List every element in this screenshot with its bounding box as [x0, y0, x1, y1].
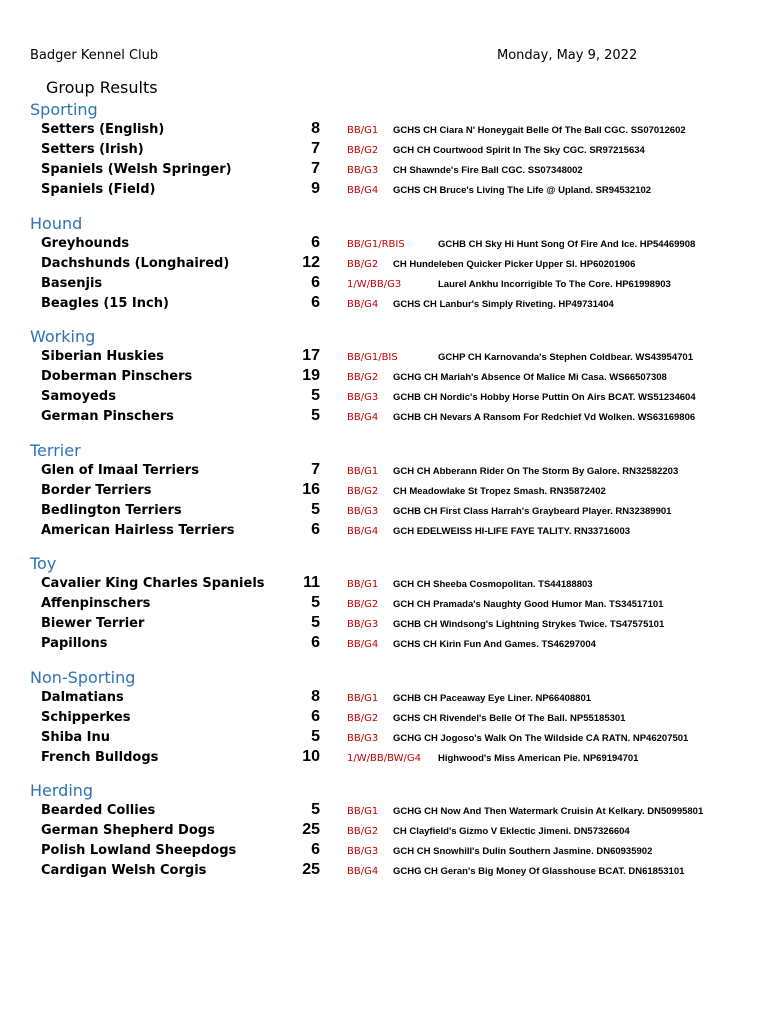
- winner-name: CH Clayfield's Gizmo V Eklectic Jimeni. DN57326604: [393, 826, 630, 837]
- award-code: BB/G3: [347, 846, 379, 857]
- group-name: Terrier: [30, 440, 81, 460]
- group-results-list: [0, 98, 770, 893]
- group-section: [0, 666, 770, 780]
- award-code: BB/G1: [347, 806, 379, 817]
- winner-name: GCHS CH Lanbur's Simply Riveting. HP49731404: [393, 298, 614, 310]
- award-code: BB/G1: [347, 692, 379, 704]
- award-code: BB/G2: [347, 258, 379, 270]
- result-row: [0, 707, 770, 730]
- result-row: [0, 727, 770, 750]
- entry-count: 6: [311, 707, 320, 725]
- breed-name: Biewer Terrier: [41, 616, 145, 631]
- breed-name: German Pinschers: [41, 409, 174, 424]
- breed-name: French Bulldogs: [41, 749, 159, 765]
- award-code: BB/G3: [347, 392, 379, 403]
- breed-name: Doberman Pinschers: [41, 369, 193, 384]
- group-name: Working: [30, 327, 96, 346]
- breed-name: Affenpinschers: [41, 596, 151, 611]
- entry-count: 16: [302, 480, 320, 498]
- entry-count: 6: [311, 293, 320, 311]
- winner-name: GCHB CH Sky Hi Hunt Song Of Fire And Ice. HP54469908: [438, 238, 696, 250]
- award-code: BB/G2: [347, 485, 379, 497]
- breed-name: Shiba Inu: [41, 729, 111, 745]
- breed-name: Siberian Huskies: [41, 349, 164, 364]
- result-row: [0, 803, 770, 823]
- group-name: Toy: [30, 554, 57, 573]
- winner-name: CH Meadowlake St Tropez Smash. RN35872402: [393, 485, 606, 497]
- breed-name: Setters (Irish): [41, 142, 144, 157]
- award-code: BB/G1: [347, 465, 379, 477]
- award-code: BB/G2: [347, 826, 379, 837]
- result-row: [0, 687, 770, 710]
- breed-name: Bearded Collies: [41, 803, 156, 818]
- award-code: BB/G4: [347, 185, 379, 196]
- award-code: BB/G2: [347, 599, 379, 610]
- result-row: [0, 293, 770, 316]
- result-row: [0, 823, 770, 843]
- entry-count: 10: [302, 747, 320, 765]
- breed-name: Papillons: [41, 636, 108, 651]
- page-title: Group Results: [46, 78, 158, 97]
- result-row: [0, 369, 770, 389]
- breed-name: American Hairless Terriers: [41, 522, 235, 538]
- entry-count: 5: [311, 594, 320, 611]
- result-row: [0, 233, 770, 256]
- entry-count: 5: [311, 727, 320, 745]
- breed-name: German Shepherd Dogs: [41, 823, 215, 838]
- breed-name: Border Terriers: [41, 482, 152, 498]
- entry-count: 6: [311, 233, 320, 251]
- breed-name: Beagles (15 Inch): [41, 295, 169, 311]
- award-code: 1/W/BB/G3: [347, 278, 402, 290]
- entry-count: 7: [311, 160, 320, 177]
- award-code: BB/G3: [347, 619, 379, 630]
- breed-name: Bedlington Terriers: [41, 502, 182, 518]
- winner-name: GCHS CH Ciara N' Honeygait Belle Of The Ball CGC. SS07012602: [393, 125, 686, 136]
- entry-count: 5: [311, 801, 320, 818]
- result-row: [0, 142, 770, 162]
- entry-count: 25: [302, 861, 320, 878]
- result-row: [0, 747, 770, 770]
- winner-name: GCHB CH Paceaway Eye Liner. NP66408801: [393, 692, 592, 704]
- winner-name: CH Hundeleben Quicker Picker Upper Sl. HP60201906: [393, 258, 636, 270]
- result-row: [0, 636, 770, 656]
- group-name: Sporting: [30, 100, 98, 119]
- award-code: BB/G4: [347, 639, 379, 650]
- group-section: [0, 779, 770, 893]
- breed-name: Cavalier King Charles Spaniels: [41, 576, 265, 591]
- award-code: BB/G3: [347, 732, 379, 744]
- result-row: [0, 122, 770, 142]
- winner-name: Laurel Ankhu Incorrigible To The Core. HP61998903: [438, 278, 671, 290]
- winner-name: GCHS CH Rivendel's Belle Of The Ball. NP55185301: [393, 712, 626, 724]
- breed-name: Glen of Imaal Terriers: [41, 462, 199, 478]
- entry-count: 6: [311, 634, 320, 651]
- result-row: [0, 253, 770, 276]
- breed-name: Cardigan Welsh Corgis: [41, 863, 207, 878]
- breed-name: Dalmatians: [41, 689, 124, 705]
- breed-name: Spaniels (Field): [41, 182, 156, 197]
- award-code: BB/G2: [347, 712, 379, 724]
- entry-count: 7: [311, 460, 320, 478]
- club-name: Badger Kennel Club: [30, 48, 159, 63]
- result-row: [0, 182, 770, 202]
- award-code: 1/W/BB/BW/G4: [347, 752, 421, 764]
- result-row: [0, 409, 770, 429]
- breed-name: Dachshunds (Longhaired): [41, 255, 230, 271]
- entry-count: 6: [311, 841, 320, 858]
- breed-name: Basenjis: [41, 275, 103, 291]
- entry-count: 5: [311, 407, 320, 424]
- winner-name: GCHG CH Geran's Big Money Of Glasshouse BCAT. DN61853101: [393, 866, 685, 877]
- winner-name: GCHG CH Now And Then Watermark Cruisin At Kelkary. DN50995801: [393, 806, 704, 817]
- entry-count: 5: [311, 500, 320, 518]
- result-row: [0, 162, 770, 182]
- result-row: [0, 460, 770, 483]
- winner-name: GCH CH Abberann Rider On The Storm By Galore. RN32582203: [393, 465, 679, 477]
- group-section: [0, 212, 770, 326]
- result-row: [0, 500, 770, 523]
- entry-count: 7: [311, 140, 320, 157]
- award-code: BB/G3: [347, 505, 379, 517]
- winner-name: GCHB CH Nevars A Ransom For Redchief Vd Wolken. WS63169806: [393, 412, 696, 423]
- winner-name: GCH CH Courtwood Spirit In The Sky CGC. SR97215634: [393, 145, 645, 156]
- result-row: [0, 616, 770, 636]
- result-row: [0, 480, 770, 503]
- group-name: Non-Sporting: [30, 667, 136, 687]
- entry-count: 6: [311, 520, 320, 538]
- winner-name: GCH CH Sheeba Cosmopolitan. TS44188803: [393, 579, 593, 590]
- breed-name: Greyhounds: [41, 235, 130, 251]
- winner-name: GCHP CH Karnovanda's Stephen Coldbear. WS43954701: [438, 352, 693, 363]
- winner-name: GCHS CH Bruce's Living The Life @ Upland. SR94532102: [393, 185, 652, 196]
- group-section: [0, 325, 770, 439]
- group-name: Hound: [30, 213, 83, 233]
- result-row: [0, 843, 770, 863]
- entry-count: 25: [302, 821, 320, 838]
- breed-name: Setters (English): [41, 122, 165, 137]
- award-code: BB/G1: [347, 579, 379, 590]
- breed-name: Spaniels (Welsh Springer): [41, 162, 232, 177]
- breed-name: Samoyeds: [41, 389, 116, 404]
- entry-count: 12: [302, 253, 320, 271]
- result-row: [0, 520, 770, 543]
- award-code: BB/G1/BIS: [347, 352, 398, 363]
- winner-name: GCHB CH First Class Harrah's Graybeard Player. RN32389901: [393, 505, 672, 517]
- event-date: Monday, May 9, 2022: [497, 48, 638, 63]
- award-code: BB/G4: [347, 412, 379, 423]
- entry-count: 11: [303, 574, 320, 591]
- group-section: [0, 439, 770, 553]
- result-row: [0, 576, 770, 596]
- breed-name: Schipperkes: [41, 709, 131, 725]
- entry-count: 5: [311, 614, 320, 631]
- result-row: [0, 596, 770, 616]
- award-code: BB/G1: [347, 125, 379, 136]
- winner-name: GCHB CH Nordic's Hobby Horse Puttin On Airs BCAT. WS51234604: [393, 392, 696, 403]
- entry-count: 6: [311, 273, 320, 291]
- result-row: [0, 863, 770, 883]
- entry-count: 17: [302, 347, 320, 364]
- result-row: [0, 349, 770, 369]
- breed-name: Polish Lowland Sheepdogs: [41, 843, 237, 858]
- award-code: BB/G4: [347, 866, 379, 877]
- entry-count: 9: [311, 180, 320, 197]
- entry-count: 8: [311, 687, 320, 705]
- award-code: BB/G2: [347, 372, 379, 383]
- award-code: BB/G2: [347, 145, 379, 156]
- winner-name: CH Shawnde's Fire Ball CGC. SS07348002: [393, 165, 583, 176]
- group-name: Herding: [30, 781, 94, 800]
- award-code: BB/G4: [347, 298, 379, 310]
- group-section: [0, 98, 770, 212]
- winner-name: GCHS CH Kirin Fun And Games. TS46297004: [393, 639, 596, 650]
- winner-name: GCH CH Pramada's Naughty Good Humor Man. TS34517101: [393, 599, 664, 610]
- winner-name: GCHB CH Windsong's Lightning Strykes Twice. TS47575101: [393, 619, 665, 630]
- winner-name: GCH CH Snowhill's Dulin Southern Jasmine. DN60935902: [393, 846, 653, 857]
- award-code: BB/G3: [347, 165, 379, 176]
- winner-name: GCH EDELWEISS HI-LIFE FAYE TALITY. RN33716003: [393, 525, 631, 537]
- result-row: [0, 389, 770, 409]
- entry-count: 5: [311, 387, 320, 404]
- winner-name: GCHG CH Mariah's Absence Of Malice Mi Casa. WS66507308: [393, 372, 667, 383]
- group-section: [0, 552, 770, 666]
- result-row: [0, 273, 770, 296]
- entry-count: 8: [311, 120, 320, 137]
- award-code: BB/G4: [347, 525, 379, 537]
- winner-name: Highwood's Miss American Pie. NP69194701: [438, 752, 639, 764]
- entry-count: 19: [302, 367, 320, 384]
- winner-name: GCHG CH Jogoso's Walk On The Wildside CA RATN. NP46207501: [393, 732, 689, 744]
- award-code: BB/G1/RBIS: [347, 238, 405, 250]
